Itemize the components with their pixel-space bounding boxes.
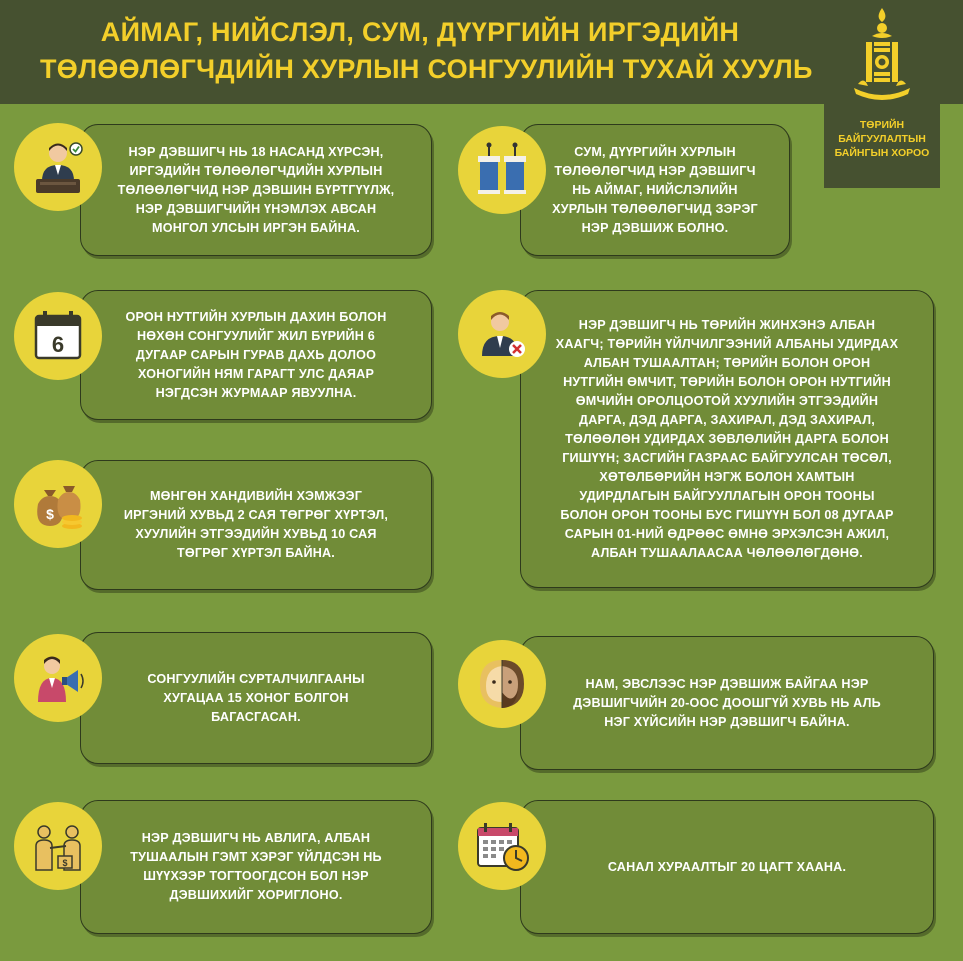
card-line: НЭР ДЭВШИГЧ НЬ АВЛИГА, АЛБАН bbox=[141, 831, 371, 845]
icon-circle bbox=[14, 802, 102, 890]
icon-circle bbox=[458, 640, 546, 728]
card-line: САРЫН 01-НИЙ ӨДРӨӨС ӨМНӨ ЭРХЭЛСЭН АЖИЛ, bbox=[564, 526, 890, 541]
organization-line: ТӨРИЙН bbox=[859, 119, 905, 131]
svg-text:$: $ bbox=[46, 506, 54, 522]
bribery-handover-icon bbox=[28, 816, 88, 876]
card-line: ТӨЛӨӨЛӨН УДИРДАХ ЗӨВЛӨЛИЙН ДАРГА БОЛОН bbox=[565, 431, 889, 446]
card-text bbox=[124, 487, 388, 563]
svg-text:$: $ bbox=[62, 858, 68, 868]
organization-line: БАЙНГЫН ХОРОО bbox=[834, 147, 930, 159]
icon-circle bbox=[14, 460, 102, 548]
card-line: ГИШҮҮН; ЗАСГИЙН ГАЗРААС БАЙГУУЛСАН ТӨСӨЛ, bbox=[562, 450, 892, 465]
card-line: ДАРГА, ДЭД ДАРГА, ЗАХИРАЛ, ДЭД ЗАХИРАЛ, bbox=[579, 412, 875, 427]
info-card-campaign-period bbox=[80, 632, 432, 764]
card-line: НЭР ДЭВШИГЧИЙН ҮНЭМЛЭХ АВСАН bbox=[135, 201, 377, 216]
card-line: ИРГЭНИЙ ХУВЬД 2 САЯ ТӨГРӨГ ХҮРТЭЛ, bbox=[123, 508, 389, 522]
card-line: АЛБАН ТУШААЛААСАА ЧӨЛӨӨЛӨГДӨНӨ. bbox=[591, 545, 863, 560]
card-line: ДУГААР САРЫН ГУРАВ ДАХЬ ДОЛОО bbox=[135, 347, 377, 362]
card-text bbox=[552, 143, 758, 238]
card-line: ТУШААЛЫН ГЭМТ ХЭРЭГ ҮЙЛДСЭН НЬ bbox=[130, 850, 382, 864]
card-line: УДИРДЛАГЫН БАЙГУУЛЛАГЫН ОРОН ТООНЫ bbox=[579, 488, 875, 503]
info-card-age-requirement bbox=[80, 124, 432, 256]
title-line: АЙМАГ, НИЙСЛЭЛ, СУМ, ДҮҮРГИЙН ИРГЭДИЙН bbox=[100, 17, 740, 47]
info-card-by-election-date bbox=[80, 290, 432, 420]
card-line: ИРГЭДИЙН ТӨЛӨӨЛӨГЧДИЙН ХУРЛЫН bbox=[129, 163, 383, 178]
info-card-donation-limit bbox=[80, 460, 432, 590]
calendar-clock-icon bbox=[472, 816, 532, 876]
icon-circle bbox=[458, 802, 546, 890]
page-title bbox=[40, 14, 813, 88]
icon-circle bbox=[14, 292, 102, 380]
woman-man-faces-icon bbox=[472, 654, 532, 714]
info-card-corruption-ban bbox=[80, 800, 432, 934]
card-line: ӨМЧИЙН ОРОЛЦООТОЙ ХУУЛИЙН ЭТГЭЭДИЙН bbox=[575, 393, 879, 408]
card-text bbox=[556, 316, 898, 563]
soyombo-emblem-icon bbox=[850, 6, 914, 106]
two-podiums-icon bbox=[472, 140, 532, 200]
card-line: ОРОН НУТГИЙН ХУРЛЫН ДАХИН БОЛОН bbox=[125, 309, 387, 324]
icon-circle bbox=[458, 126, 546, 214]
card-line: СУМ, ДҮҮРГИЙН ХУРЛЫН bbox=[574, 144, 736, 159]
card-line: НЭР ДЭВШИГЧ НЬ 18 НАСАНД ХҮРСЭН, bbox=[128, 144, 384, 159]
card-line: БОЛОН ОРОН ТООНЫ БУС ГИШҮҮН БОЛ 08 ДУГААР bbox=[560, 507, 894, 522]
info-card-voting-close-time bbox=[520, 800, 934, 934]
icon-circle bbox=[458, 290, 546, 378]
card-line: ХОНОГИЙН НЯМ ГАРАГТ УЛС ДАЯАР bbox=[137, 366, 375, 381]
title-line: ТӨЛӨӨЛӨГЧДИЙН ХУРЛЫН СОНГУУЛИЙН ТУХАЙ ХУУЛЬ bbox=[40, 54, 813, 84]
organization-name bbox=[824, 118, 940, 160]
card-line: НЭГДСЭН ЖУРМААР ЯВУУЛНА. bbox=[155, 385, 357, 400]
card-text bbox=[147, 670, 364, 727]
info-card-official-resignation bbox=[520, 290, 934, 588]
card-line: ТӨЛӨӨЛӨГЧИД НЭР ДЭВШИГЧ bbox=[554, 163, 756, 178]
card-line: ТӨЛӨӨЛӨГЧИД НЭР ДЭВШИН БҮРТГҮҮЛЖ, bbox=[117, 182, 395, 197]
info-card-gender-quota bbox=[520, 636, 934, 770]
header-banner bbox=[0, 0, 963, 104]
official-rejected-icon bbox=[472, 304, 532, 364]
card-line: ТӨГРӨГ ХҮРТЭЛ БАЙНА. bbox=[176, 546, 335, 560]
organization-line: БАЙГУУЛАЛТЫН bbox=[838, 133, 926, 145]
card-line: МӨНГӨН ХАНДИВИЙН ХЭМЖЭЭГ bbox=[149, 489, 363, 503]
candidate-at-podium-icon bbox=[28, 137, 88, 197]
card-text bbox=[118, 143, 395, 238]
card-line: СОНГУУЛИЙН СУРТАЛЧИЛГААНЫ bbox=[147, 671, 365, 686]
card-text bbox=[573, 675, 881, 732]
card-line: ХУГАЦАА 15 ХОНОГ БОЛГОН bbox=[163, 690, 349, 705]
card-line: НЭР ДЭВШИЖ БОЛНО. bbox=[581, 220, 729, 235]
calendar-day-number: 6 bbox=[51, 332, 65, 357]
icon-circle bbox=[14, 123, 102, 211]
campaigner-megaphone-icon bbox=[28, 648, 88, 708]
card-line: МОНГОЛ УЛСЫН ИРГЭН БАЙНА. bbox=[152, 220, 360, 235]
money-bags-icon bbox=[28, 474, 88, 534]
card-line: НЭР ДЭВШИГЧ НЬ ТӨРИЙН ЖИНХЭНЭ АЛБАН bbox=[578, 317, 876, 332]
card-text bbox=[125, 308, 386, 403]
card-line: ДЭВШИХИЙГ ХОРИГЛОНО. bbox=[169, 888, 343, 902]
card-line: НЬ АЙМАГ, НИЙСЛЭЛИЙН bbox=[572, 182, 738, 197]
card-line: НӨХӨН СОНГУУЛИЙГ ЖИЛ БҮРИЙН 6 bbox=[137, 328, 375, 343]
card-line: ДЭВШИГЧИЙН 20-ООС ДООШГҮЙ ХУВЬ НЬ АЛЬ bbox=[573, 695, 881, 710]
card-line: ХУРЛЫН ТӨЛӨӨЛӨГЧИД ЗЭРЭГ bbox=[552, 201, 758, 216]
calendar-day-6-icon bbox=[28, 306, 88, 366]
card-line: ХӨТӨЛБӨРИЙН НЭГЖ БОЛОН ХАМТЫН bbox=[599, 469, 855, 484]
card-text bbox=[130, 829, 382, 905]
card-line: АЛБАН ТУШААЛТАН; ТӨРИЙН БОЛОН ОРОН bbox=[583, 355, 871, 370]
card-text bbox=[608, 858, 846, 877]
card-line: САНАЛ ХУРААЛТЫГ 20 ЦАГТ ХААНА. bbox=[607, 859, 847, 874]
card-line: ХУУЛИЙН ЭТГЭЭДИЙН ХУВЬД 10 САЯ bbox=[135, 527, 377, 541]
card-line: ШҮҮХЭЭР ТОГТООГДСОН БОЛ НЭР bbox=[143, 869, 369, 883]
info-card-dual-candidacy bbox=[520, 124, 790, 256]
icon-circle bbox=[14, 634, 102, 722]
card-line: НАМ, ЭВСЛЭЭС НЭР ДЭВШИЖ БАЙГАА НЭР bbox=[585, 676, 869, 691]
card-line: НЭГ ХҮЙСИЙН НЭР ДЭВШИГЧ БАЙНА. bbox=[604, 714, 850, 729]
card-line: БАГАСГАСАН. bbox=[211, 709, 301, 724]
organization-badge bbox=[824, 0, 940, 188]
card-line: НУТГИЙН ӨМЧИТ, ТӨРИЙН БОЛОН ОРОН НУТГИЙН bbox=[563, 374, 891, 389]
card-line: ХААГЧ; ТӨРИЙН ҮЙЛЧИЛГЭЭНИЙ АЛБАНЫ УДИРДАХ bbox=[555, 336, 899, 351]
